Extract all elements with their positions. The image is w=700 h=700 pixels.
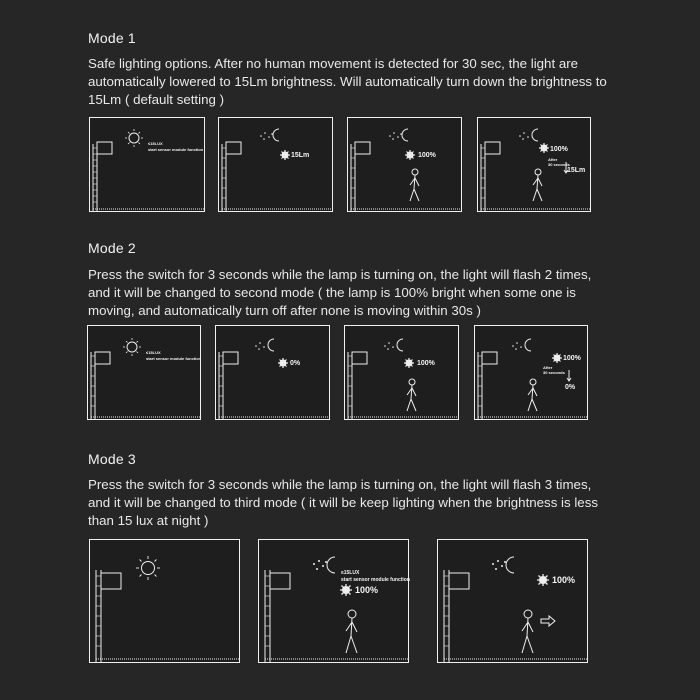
mode-2-panel-after xyxy=(474,325,588,420)
after-time-label: 30 seconds xyxy=(543,370,565,375)
brightness-label: 100% xyxy=(552,575,576,585)
light-burst-icon xyxy=(280,150,290,160)
night-scene xyxy=(216,326,331,421)
person-walking-icon xyxy=(410,169,419,201)
lux-label: ≤15LUX xyxy=(341,570,360,576)
sensor-label: start sensor module function xyxy=(146,356,202,361)
down-arrow-icon xyxy=(567,370,571,381)
lux-label: ≤15LUX xyxy=(148,141,163,146)
mode-2-panel-night xyxy=(215,325,330,420)
mode-2-title: Mode 2 xyxy=(88,240,136,256)
light-burst-icon xyxy=(340,584,352,596)
motion-scene xyxy=(438,540,589,664)
mode-2-panel-daylight xyxy=(87,325,201,420)
right-arrow-icon xyxy=(541,616,555,626)
mode-3-description: Press the switch for 3 seconds while the lamp is turning on, the light will flash 3 times, and it will be changed to third mode ( it will be keep lighting when the brightness is less than 15 lux at night ) xyxy=(88,477,598,528)
daylight-scene xyxy=(88,326,202,421)
light-burst-icon xyxy=(405,150,415,160)
light-burst-icon xyxy=(539,143,549,153)
after-label: After xyxy=(548,157,558,162)
sun-icon xyxy=(129,133,139,143)
moon-icon xyxy=(273,129,279,141)
moon-icon xyxy=(525,339,531,351)
after-label: After xyxy=(543,365,553,370)
motion-scene xyxy=(345,326,460,421)
mode-2-panel-motion xyxy=(344,325,459,420)
mode-1-description: Safe lighting options. After no human movement is detected for 30 sec, the light are automatically lowered to 15Lm brightness. Will automatically turn down the brightness to 15Lm ( default setting ) xyxy=(88,56,607,107)
person-walking-icon xyxy=(346,610,357,653)
moon-icon xyxy=(327,557,335,573)
brightness-label: 100% xyxy=(417,360,435,367)
brightness-label: 100% xyxy=(355,585,379,595)
person-walking-icon xyxy=(407,379,416,411)
mode-3-panel-daylight xyxy=(89,539,240,663)
sensor-label: start sensor module function xyxy=(148,147,204,152)
mode-1-panel-after xyxy=(477,117,591,212)
brightness-label: 100% xyxy=(550,146,568,153)
mode-1-title: Mode 1 xyxy=(88,30,136,46)
result-label: 0% xyxy=(565,384,576,391)
mode-1-panel-night xyxy=(218,117,333,212)
brightness-label: 100% xyxy=(563,355,581,362)
mode-3-panel-night xyxy=(258,539,409,663)
lux-label: ≤15LUX xyxy=(146,350,161,355)
mode-3-title: Mode 3 xyxy=(88,451,136,467)
light-burst-icon xyxy=(537,574,549,586)
moon-icon xyxy=(402,129,408,141)
daylight-scene xyxy=(90,118,206,213)
person-walking-icon xyxy=(522,610,533,653)
brightness-label: 100% xyxy=(418,152,436,159)
mode-1-panel-daylight xyxy=(89,117,205,212)
moon-icon xyxy=(532,129,538,141)
after-scene xyxy=(475,326,589,421)
sun-icon xyxy=(142,562,155,575)
moon-icon xyxy=(506,557,514,573)
person-walking-icon xyxy=(533,169,542,201)
moon-icon xyxy=(397,339,403,351)
light-burst-icon xyxy=(404,358,414,368)
moon-icon xyxy=(268,339,274,351)
mode-3-panel-motion xyxy=(437,539,588,663)
after-scene xyxy=(478,118,592,213)
light-burst-icon xyxy=(278,358,288,368)
mode-1-panel-motion xyxy=(347,117,462,212)
light-burst-icon xyxy=(552,353,562,363)
after-time-label: 30 seconds xyxy=(548,162,570,167)
motion-scene xyxy=(348,118,463,213)
daylight-scene xyxy=(90,540,241,664)
sensor-label: start sensor module function xyxy=(341,577,410,583)
sun-icon xyxy=(127,342,137,352)
night-scene xyxy=(219,118,334,213)
mode-2-description: Press the switch for 3 seconds while the lamp is turning on, the light will flash 2 times, and it will be changed to second mode ( the lamp is 100% bright when some one is moving, and automatically turn off after none is moving within 30s ) xyxy=(88,267,592,318)
brightness-label: 0% xyxy=(290,360,301,367)
brightness-label: 15Lm xyxy=(291,152,310,159)
night-scene xyxy=(259,540,410,664)
person-walking-icon xyxy=(528,379,537,411)
result-label: 15Lm xyxy=(567,167,586,174)
